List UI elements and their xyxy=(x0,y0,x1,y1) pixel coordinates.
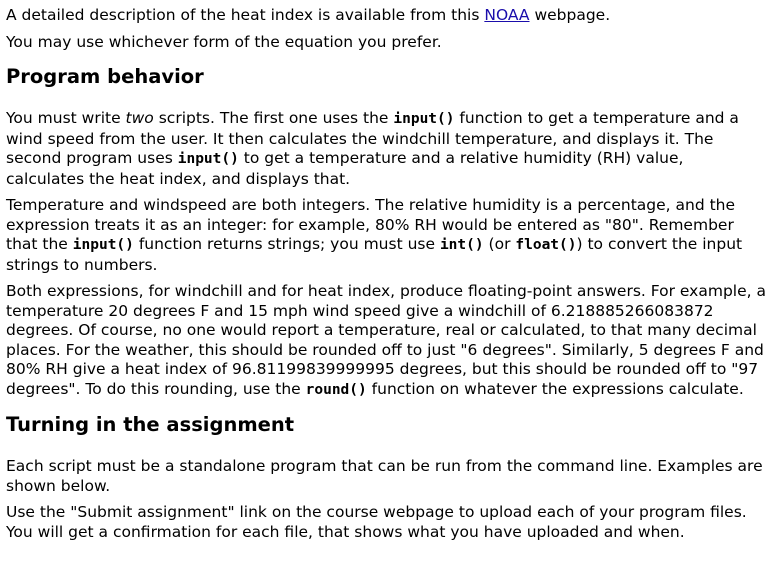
pb1-text-1: You must write xyxy=(6,109,126,127)
pb1-emphasis: two xyxy=(125,109,154,127)
turning-in-para-2: Use the "Submit assignment" link on the course webpage to upload each of your program files. You will get a confirmation for each file, that shows what you have uploaded and when. xyxy=(6,503,747,541)
turning-in-para-1: Each script must be a standalone program that can be run from the command line. Examples are shown below. xyxy=(6,457,763,495)
intro-text-after: webpage. xyxy=(529,6,611,24)
pb1-text-4: to get a temperature and a relative humidity (RH) value, calculates the heat index, and displays that. xyxy=(6,149,684,188)
program-behavior-para-2 xyxy=(6,196,766,275)
pb2-text-4: ) to convert the input strings to numbers. xyxy=(6,235,743,274)
turning-in-heading: Turning in the assignment xyxy=(6,413,295,436)
program-behavior-para-3 xyxy=(6,282,766,400)
pb1-text-3: function to get a temperature and a wind speed from the user. It then calculates the windchill temperature, and displays it. The second program uses xyxy=(6,109,739,167)
intro-paragraph xyxy=(6,6,766,26)
pb1-code-input-1: input() xyxy=(393,111,455,127)
pb2-text-3: (or xyxy=(483,235,516,253)
pb3-text-1: Both expressions, for windchill and for heat index, produce floating-point answers. For example, a temperature 20 degrees F and 15 mph wind speed give a windchill of 6.218885266083872 degrees. Of course, no one would report a temperature, real or calculated, to that many decimal places. For the weather, this should be rounded off to just "6 degrees". Similarly, 5 degrees F and 80% RH give a heat index of 96.81199839999995 degrees, but this should be rounded off to "97 degrees". To do this rounding, use the xyxy=(6,282,766,398)
pb2-code-int: int() xyxy=(439,237,484,253)
program-behavior-heading: Program behavior xyxy=(6,65,204,88)
noaa-link[interactable]: NOAA xyxy=(484,6,530,24)
equation-form-paragraph: You may use whichever form of the equation you prefer. xyxy=(6,32,442,51)
pb2-text-2: function returns strings; you must use xyxy=(133,235,440,253)
intro-text-before: A detailed description of the heat index is available from this xyxy=(6,6,485,24)
pb3-code-round: round() xyxy=(305,381,367,398)
pb2-text-1: Temperature and windspeed are both integers. The relative humidity is a percentage, and the expression treats it as an integer: for example, 80% RH would be entered as "80". Remember that the xyxy=(6,196,736,253)
program-behavior-para-1 xyxy=(6,109,766,189)
pb3-text-2: function on whatever the expressions calculate. xyxy=(366,379,744,398)
pb2-code-float: float() xyxy=(515,237,577,253)
pb1-text-2: scripts. The first one uses the xyxy=(153,109,394,127)
pb2-code-input: input() xyxy=(72,237,134,253)
pb1-code-input-2: input() xyxy=(177,151,239,167)
